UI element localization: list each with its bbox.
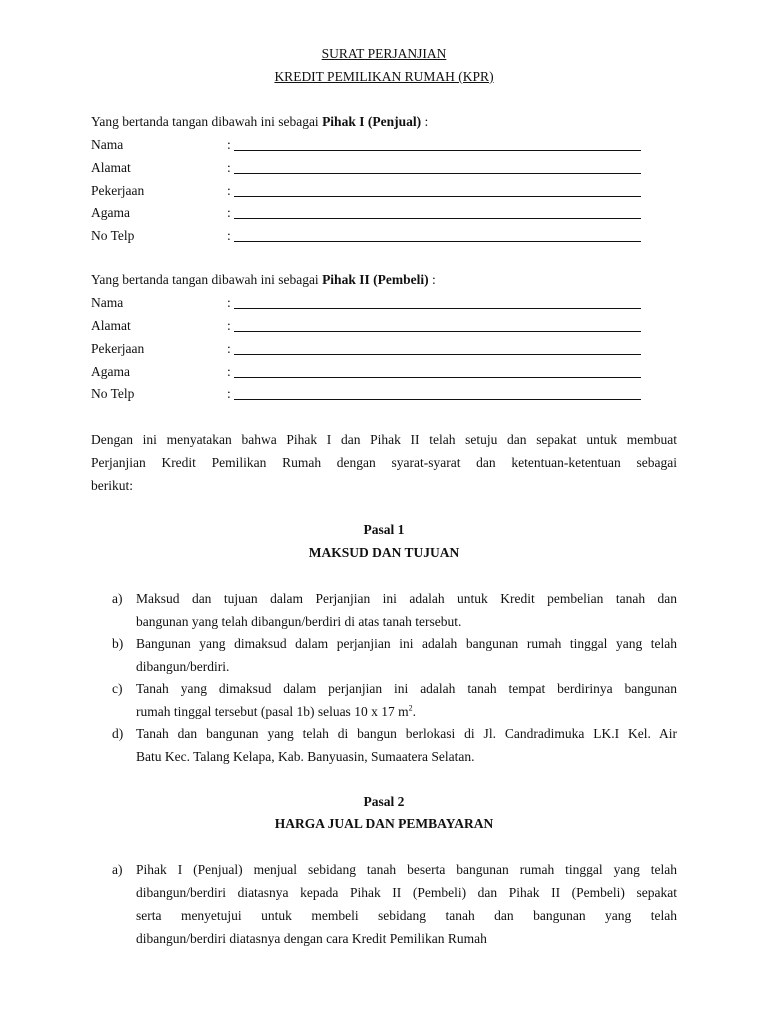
- field-colon: :: [227, 205, 231, 220]
- item-marker: b): [112, 636, 124, 651]
- statement-paragraph: [91, 428, 677, 497]
- blank-line[interactable]: [234, 241, 641, 242]
- item-marker: a): [112, 591, 123, 606]
- party2-field-alamat[interactable]: [91, 318, 651, 338]
- field-label: Nama: [91, 137, 124, 152]
- item-marker: c): [112, 681, 123, 696]
- item-line: dibangun/berdiri diatasnya kepada Pihak II (Pembeli) dan Pihak II (Pembeli) sepakat: [136, 885, 677, 900]
- party2-field-pekerjaan[interactable]: [91, 341, 651, 361]
- item-line: bangunan yang telah dibangun/berdiri di atas tanah tersebut.: [136, 614, 462, 629]
- statement-line: Dengan ini menyatakan bahwa Pihak I dan Pihak II telah setuju dan sepakat untuk membuat: [91, 432, 677, 447]
- field-label: Agama: [91, 205, 130, 220]
- blank-line[interactable]: [234, 399, 641, 400]
- field-colon: :: [227, 386, 231, 401]
- statement-line: Perjanjian Kredit Pemilikan Rumah dengan syarat-syarat dan ketentuan-ketentuan sebagai: [91, 455, 677, 470]
- field-label: No Telp: [91, 386, 135, 401]
- party1-field-agama[interactable]: [91, 205, 651, 225]
- field-colon: :: [227, 318, 231, 333]
- party1-intro: Yang bertanda tangan dibawah ini sebagai Pihak I (Penjual) :: [91, 114, 429, 129]
- statement-line: berikut:: [91, 478, 133, 493]
- item-line: Tanah yang dimaksud dalam perjanjian ini adalah tanah tempat berdirinya bangunan: [136, 681, 677, 696]
- item-marker: a): [112, 862, 123, 877]
- party2-field-nama[interactable]: [91, 295, 651, 315]
- blank-line[interactable]: [234, 377, 641, 378]
- field-label: Pekerjaan: [91, 183, 145, 198]
- blank-line[interactable]: [234, 331, 641, 332]
- item-line: Tanah dan bangunan yang telah di bangun berlokasi di Jl. Candradimuka LK.I Kel. Air: [136, 726, 677, 741]
- field-colon: :: [227, 364, 231, 379]
- blank-line[interactable]: [234, 354, 641, 355]
- field-label: Alamat: [91, 160, 131, 175]
- item-line: Maksud dan tujuan dalam Perjanjian ini adalah untuk Kredit pembelian tanah dan: [136, 591, 677, 606]
- party2-field-no-telp[interactable]: [91, 386, 651, 406]
- item-marker: d): [112, 726, 124, 741]
- party1-field-alamat[interactable]: [91, 160, 651, 180]
- blank-line[interactable]: [234, 218, 641, 219]
- field-label: Agama: [91, 364, 130, 379]
- pasal2-heading: HARGA JUAL DAN PEMBAYARAN: [274, 816, 494, 831]
- item-line: dibangun/berdiri.: [136, 659, 230, 674]
- blank-line[interactable]: [234, 173, 641, 174]
- field-colon: :: [227, 228, 231, 243]
- field-colon: :: [227, 160, 231, 175]
- field-label: No Telp: [91, 228, 135, 243]
- item-line: Bangunan yang dimaksud dalam perjanjian ini adalah bangunan rumah tinggal yang telah: [136, 636, 677, 651]
- field-colon: :: [227, 183, 231, 198]
- field-colon: :: [227, 295, 231, 310]
- pasal1-number: Pasal 1: [363, 522, 405, 537]
- party2-field-agama[interactable]: [91, 364, 651, 384]
- document-title-line-1: SURAT PERJANJIAN: [321, 46, 447, 61]
- party1-field-nama[interactable]: [91, 137, 651, 157]
- party2-intro: Yang bertanda tangan dibawah ini sebagai Pihak II (Pembeli) :: [91, 272, 436, 287]
- pasal2-number: Pasal 2: [363, 794, 405, 809]
- blank-line[interactable]: [234, 150, 641, 151]
- field-colon: :: [227, 341, 231, 356]
- superscript: 2: [408, 703, 413, 713]
- field-label: Alamat: [91, 318, 131, 333]
- blank-line[interactable]: [234, 308, 641, 309]
- party1-field-no-telp[interactable]: [91, 228, 651, 248]
- item-line: dibangun/berdiri diatasnya dengan cara Kredit Pemilikan Rumah: [136, 931, 487, 946]
- pasal1-heading: MAKSUD DAN TUJUAN: [308, 545, 460, 560]
- field-colon: :: [227, 137, 231, 152]
- item-line: Pihak I (Penjual) menjual sebidang tanah beserta bangunan rumah tinggal yang telah: [136, 862, 677, 877]
- document-title-line-2: KREDIT PEMILIKAN RUMAH (KPR): [274, 69, 494, 84]
- item-line: Batu Kec. Talang Kelapa, Kab. Banyuasin, Sumaatera Selatan.: [136, 749, 475, 764]
- field-label: Nama: [91, 295, 124, 310]
- field-label: Pekerjaan: [91, 341, 145, 356]
- blank-line[interactable]: [234, 196, 641, 197]
- party1-field-pekerjaan[interactable]: [91, 183, 651, 203]
- item-line: serta menyetujui untuk membeli sebidang tanah dan bangunan yang telah: [136, 908, 677, 923]
- item-line: rumah tinggal tersebut (pasal 1b) seluas 10 x 17 $m^2$.: [136, 703, 416, 719]
